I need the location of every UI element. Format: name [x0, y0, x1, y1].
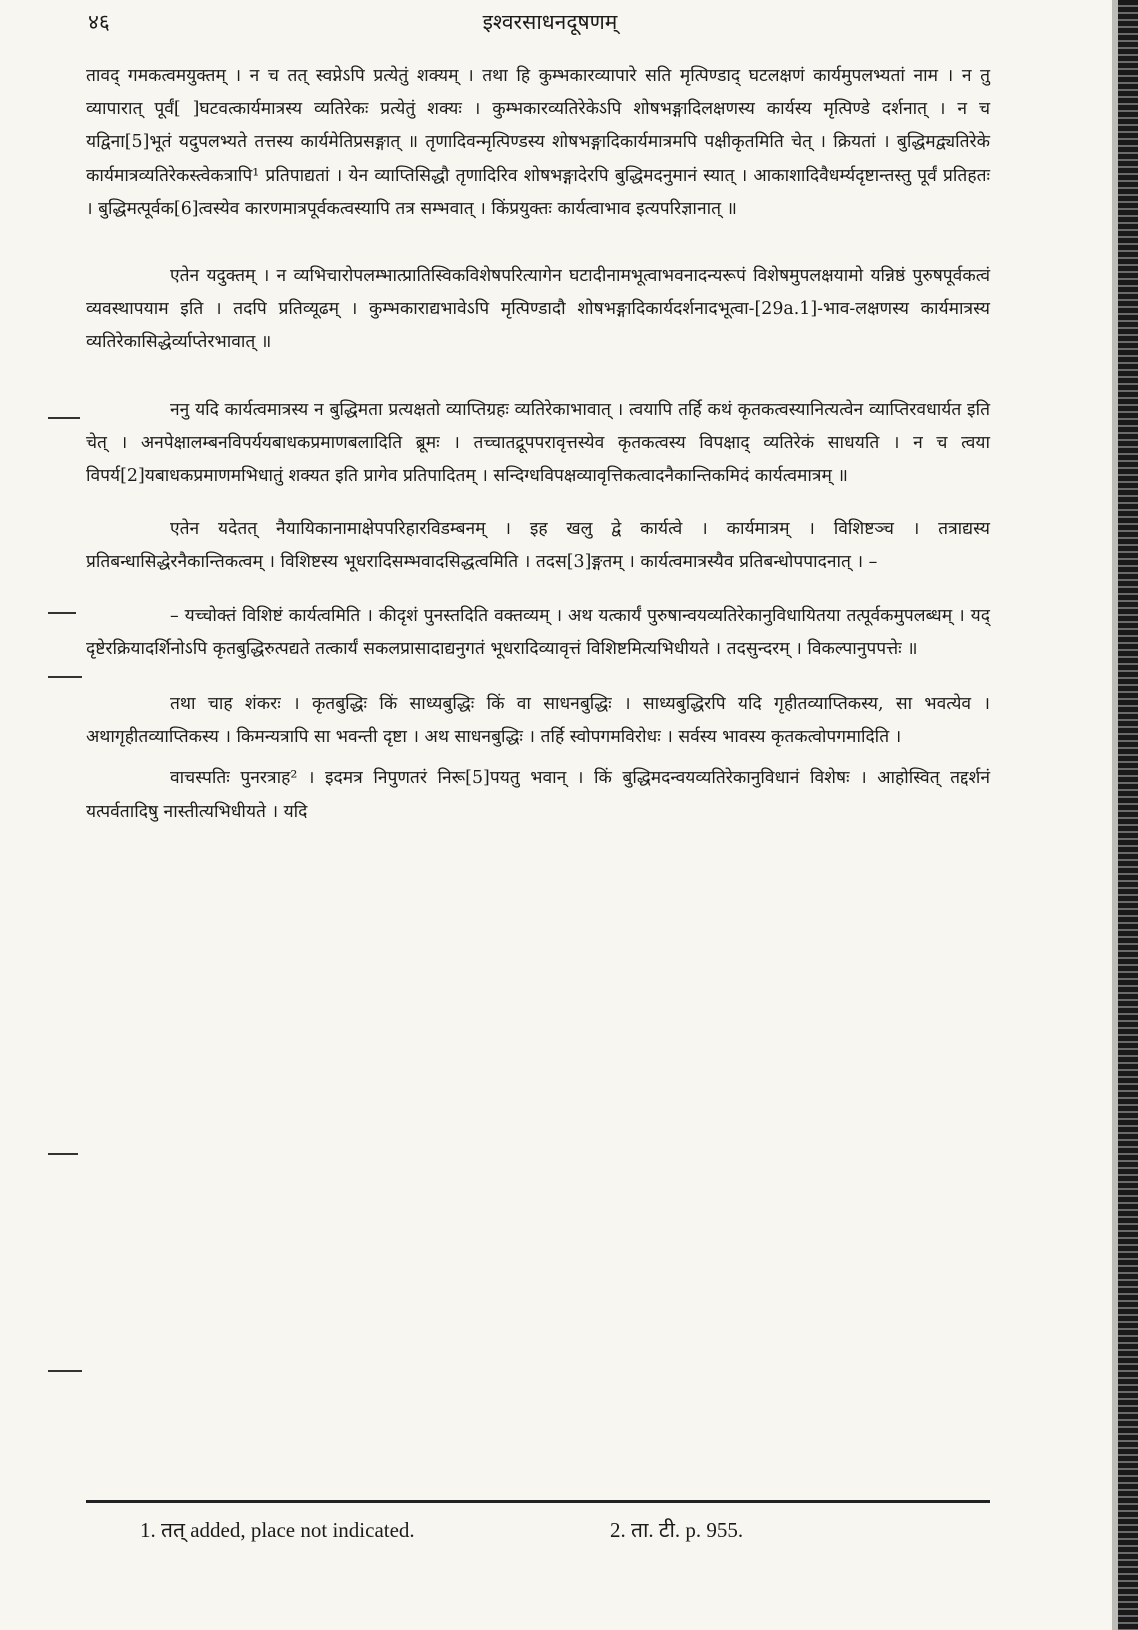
footnote-divider [86, 1500, 990, 1503]
margin-mark [48, 417, 80, 419]
paragraph-1: तावद् गमकत्वमयुक्तम् । न च तत् स्वप्नेऽपि प्रत्येतुं शक्यम् । तथा हि कुम्भकारव्यापारे सति मृत्पिण्डाद् घटलक्षणं कार्यमुपलभ्यतां नाम । न तु व्यापारात् पूर्वं[ ]घटवत्कार्यमात्रस्य व्यतिरेकः प्रत्येतुं शक्यः । कुम्भकारव्यतिरेकेऽपि शोषभङ्गादिलक्षणस्य कार्यस्य मृत्पिण्डे दर्शनात् । न च यद्विना[5]भूतं यदुपलभ्यते तत्तस्य कार्यमेतिप्रसङ्गात् ॥ तृणादिवन्मृत्पिण्डस्य शोषभङ्गादिकार्यमात्रमपि पक्षीकृतमिति चेत् । क्रियतां । बुद्धिमद्व्यतिरेके कार्यमात्रव्यतिरेकस्त्वेकत्रापि¹ प्रतिपाद्यतां । येन व्याप्तिसिद्धौ तृणादिरिव शोषभङ्गादेरपि बुद्धिमदनुमानं स्यात् । आकाशादिवैधर्म्यदृष्टान्तस्तु पूर्वं प्रतिहतः । बुद्धिमत्पूर्वक[6]त्वस्येव कारणमात्रपूर्वकत्वस्यापि तत्र सम्भवात् । किंप्रयुक्तः कार्यत्वाभाव इत्यपरिज्ञानात् ॥ [86, 66, 990, 219]
page-number: ४६ [88, 10, 110, 34]
running-title: इश्वरसाधनदूषणम् [482, 10, 618, 34]
paragraph-3: ननु यदि कार्यत्वमात्रस्य न बुद्धिमता प्रत्यक्षतो व्याप्तिग्रहः व्यतिरेकाभावात् । त्वयापि तर्हि कथं कृतकत्वस्यानित्यत्वेन व्याप्तिरवधार्यत इति चेत् । अनपेक्षालम्बनविपर्ययबाधकप्रमाणबलादिति ब्रूमः । तच्चातद्रूपपरावृत्तस्येव कृतकत्वस्य विपक्षाद् व्यतिरेकं साधयति । न च त्वया विपर्य[2]यबाधकप्रमाणमभिधातुं शक्यत इति प्रागेव प्रतिपादितम् । सन्दिग्धविपक्षव्यावृत्तिकत्वादनैकान्तिकमिदं कार्यत्वमात्रम् ॥ [86, 399, 990, 487]
margin-mark [48, 612, 76, 614]
page-binding-edge [1118, 0, 1138, 1630]
paragraph-4: एतेन यदेतत् नैयायिकानामाक्षेपपरिहारविडम्बनम् । इह खलु द्वे कार्यत्वे । कार्यमात्रम् । विशिष्टञ्च । तत्राद्यस्य प्रतिबन्धासिद्धेरनैकान्तिकत्वम् । विशिष्टस्य भूधरादिसम्भवादसिद्धत्वमिति । तदस[3]ङ्गतम् । कार्यत्वमात्रस्यैव प्रतिबन्धोपपादनात् । – [86, 519, 990, 573]
footnote-2: 2. ता. टी. p. 955. [610, 1518, 744, 1542]
paragraph-2: एतेन यदुक्तम् । न व्यभिचारोपलम्भात्प्रातिस्विकविशेषपरित्यागेन घटादीनामभूत्वाभवनादन्यरूपं विशेषमुपलक्षयामो यन्निष्ठं पुरुषपूर्वकत्वं व्यवस्थापयाम इति । तदपि प्रतिव्यूढम् । कुम्भकाराद्यभावेऽपि मृत्पिण्डादौ शोषभङ्गादिकार्यदर्शनादभूत्वा-[29a.1]-भाव-लक्षणस्य कार्यमात्रस्य व्यतिरेकासिद्धेर्व्याप्तेरभावात् ॥ [86, 266, 990, 353]
paragraph-5: – यच्चोक्तं विशिष्टं कार्यत्वमिति । कीदृशं पुनस्तदिति वक्तव्यम् । अथ यत्कार्यं पुरुषान्वयव्यतिरेकानुविधायितया तत्पूर्वकमुपलब्धम् । यद् दृष्टेरक्रियादर्शिनोऽपि कृतबुद्धिरुत्पद्यते तत्कार्यं सकलप्रासादाद्यनुगतं भूधरादिव्यावृत्तं विशिष्टमित्यभिधीयते । तदसुन्दरम् । विकल्पानुपपत्तेः ॥ [86, 605, 990, 659]
main-text [86, 60, 990, 829]
footnote-1: 1. तत् added, place not indicated. [140, 1518, 415, 1542]
margin-mark [48, 676, 82, 678]
margin-mark [48, 1370, 82, 1372]
paragraph-6: तथा चाह शंकरः । कृतबुद्धिः किं साध्यबुद्धिः किं वा साधनबुद्धिः । साध्यबुद्धिरपि यदि गृहीतव्याप्तिकस्य, सा भवत्येव । अथागृहीतव्याप्तिकस्य । किमन्यत्रापि सा भवन्ती दृष्टा । अथ साधनबुद्धिः । तर्हि स्वोपगमविरोधः । सर्वस्य भावस्य कृतकत्वोपगमादिति । [86, 694, 990, 748]
paragraph-7: वाचस्पतिः पुनरत्राह² । इदमत्र निपुणतरं निरू[5]पयतु भवान् । किं बुद्धिमदन्वयव्यतिरेकानुविधानं विशेषः । आहोस्वित् तद्दर्शनं यत्पर्वतादिषु नास्तीत्यभिधीयते । यदि [86, 768, 990, 822]
page-header [0, 8, 1100, 44]
margin-mark [48, 1153, 78, 1155]
